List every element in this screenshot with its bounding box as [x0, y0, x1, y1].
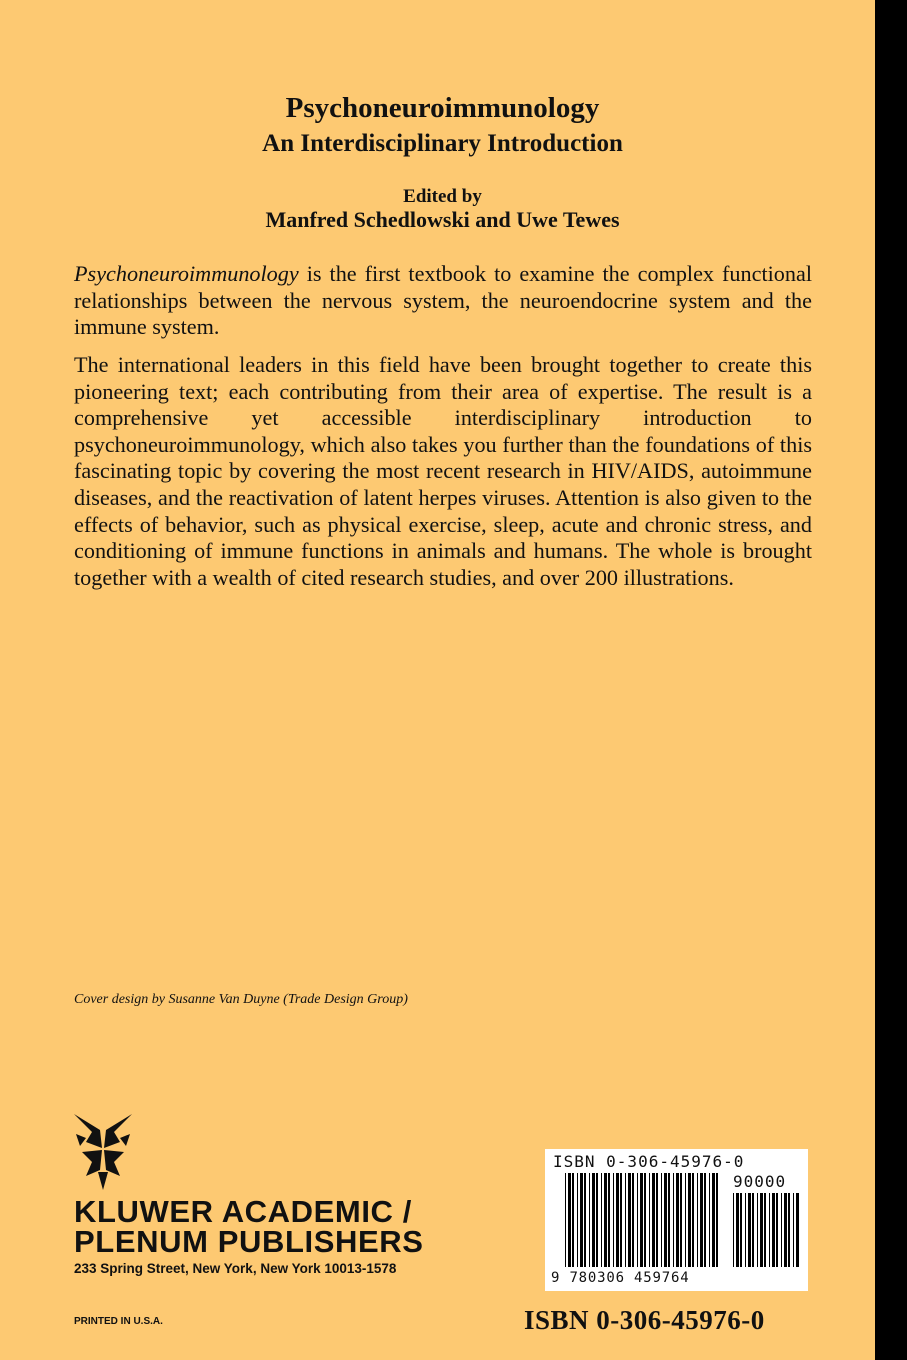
barcode-bar	[596, 1173, 598, 1267]
publisher-name-line-1: KLUWER ACADEMIC /	[74, 1194, 412, 1229]
barcode-bar	[620, 1173, 622, 1267]
isbn-barcode	[545, 1149, 808, 1291]
barcode-bar	[628, 1173, 631, 1267]
description-paragraph-1	[74, 261, 812, 341]
barcode-bar	[757, 1193, 758, 1267]
barcode-bar	[752, 1193, 754, 1267]
printed-in-label: PRINTED IN U.S.A.	[74, 1316, 163, 1327]
barcode-ean-digits: 9 780306 459764	[551, 1270, 690, 1286]
page-edge-strip	[875, 0, 907, 1360]
barcode-bar	[764, 1193, 766, 1267]
barcode-bar	[644, 1173, 646, 1267]
barcode-bar	[664, 1173, 667, 1267]
barcode-bar	[668, 1173, 670, 1267]
barcode-bar	[688, 1173, 691, 1267]
barcode-bar	[637, 1173, 638, 1267]
barcode-bar	[709, 1173, 710, 1267]
barcode-addon-digits: 90000	[733, 1172, 787, 1191]
barcode-bar	[661, 1173, 662, 1267]
barcode-bar	[700, 1173, 703, 1267]
barcode-bar	[680, 1173, 682, 1267]
barcode-bar	[788, 1193, 790, 1267]
barcode-bar	[613, 1173, 614, 1267]
barcode-bar	[793, 1193, 794, 1267]
description-paragraph-1-text: is the first textbook to examine the complex functional relationships between the nervous system, the neuroendocrine system and the immune system.	[74, 261, 812, 340]
barcode-bar	[748, 1193, 751, 1267]
barcode-bar	[733, 1193, 734, 1267]
barcode-bar	[565, 1173, 566, 1267]
barcode-bar	[676, 1173, 679, 1267]
publisher-name-line-2: PLENUM PUBLISHERS	[74, 1224, 424, 1259]
barcode-bar	[584, 1173, 586, 1267]
barcode-bar	[736, 1193, 739, 1267]
barcode-bar	[776, 1193, 778, 1267]
editors-names: Manfred Schedlowski and Uwe Tewes	[265, 207, 620, 232]
book-title: Psychoneuroimmunology	[285, 92, 600, 124]
barcode-bar	[712, 1173, 715, 1267]
description-lead-title: Psychoneuroimmunology	[74, 261, 299, 286]
barcode-bar	[692, 1173, 694, 1267]
edited-by-label: Edited by	[403, 186, 482, 207]
description-paragraph-2: The international leaders in this field have been brought together to create this pioneering text; each contributing from their area of expertise. The result is a comprehensive yet accessible interdisciplinary introduction to psychoneuroimmunology, which also takes you further than the foundations of this fascinating topic by covering the most recent research in HIV/AIDS, autoimmune diseases, and the reactivation of latent herpes viruses. Attention is also given to the effects of behavior, such as physical exercise, sleep, acute and chronic stress, and conditioning of immune functions in animals and humans. The whole is brought together with a wealth of cited research studies, and over 200 illustrations.	[74, 352, 812, 590]
barcode-bar	[697, 1173, 698, 1267]
barcode-bar	[640, 1173, 643, 1267]
barcode-bar	[625, 1173, 626, 1267]
barcode-bar	[632, 1173, 634, 1267]
barcode-bar	[796, 1193, 799, 1267]
barcode-bar	[580, 1173, 583, 1267]
barcode-bar	[592, 1173, 595, 1267]
book-subtitle: An Interdisciplinary Introduction	[262, 130, 623, 157]
barcode-bar	[604, 1173, 607, 1267]
kluwer-butterfly-icon	[72, 1112, 134, 1192]
barcode-isbn-text: ISBN 0-306-45976-0	[553, 1152, 745, 1171]
barcode-bar	[572, 1173, 574, 1267]
barcode-bar	[704, 1173, 706, 1267]
barcode-bar	[685, 1173, 686, 1267]
barcode-bar	[673, 1173, 674, 1267]
barcode-bar	[772, 1193, 775, 1267]
isbn-number: ISBN 0-306-45976-0	[524, 1305, 765, 1335]
barcode-bar	[652, 1173, 655, 1267]
barcode-bar	[589, 1173, 590, 1267]
barcode-bar	[740, 1193, 742, 1267]
barcode-bar	[745, 1193, 746, 1267]
barcode-bar	[769, 1193, 770, 1267]
barcode-bar	[568, 1173, 571, 1267]
barcode-bar	[716, 1173, 718, 1267]
barcode-bar	[784, 1193, 787, 1267]
cover-design-credit: Cover design by Susanne Van Duyne (Trade Design Group)	[74, 992, 408, 1007]
barcode-bar	[656, 1173, 658, 1267]
publisher-address: 233 Spring Street, New York, New York 10013-1578	[74, 1261, 397, 1276]
barcode-bar	[649, 1173, 650, 1267]
barcode-bar	[601, 1173, 602, 1267]
barcode-bar	[760, 1193, 763, 1267]
barcode-bar	[616, 1173, 619, 1267]
barcode-bar	[781, 1193, 782, 1267]
barcode-bar	[577, 1173, 578, 1267]
barcode-bar	[608, 1173, 610, 1267]
